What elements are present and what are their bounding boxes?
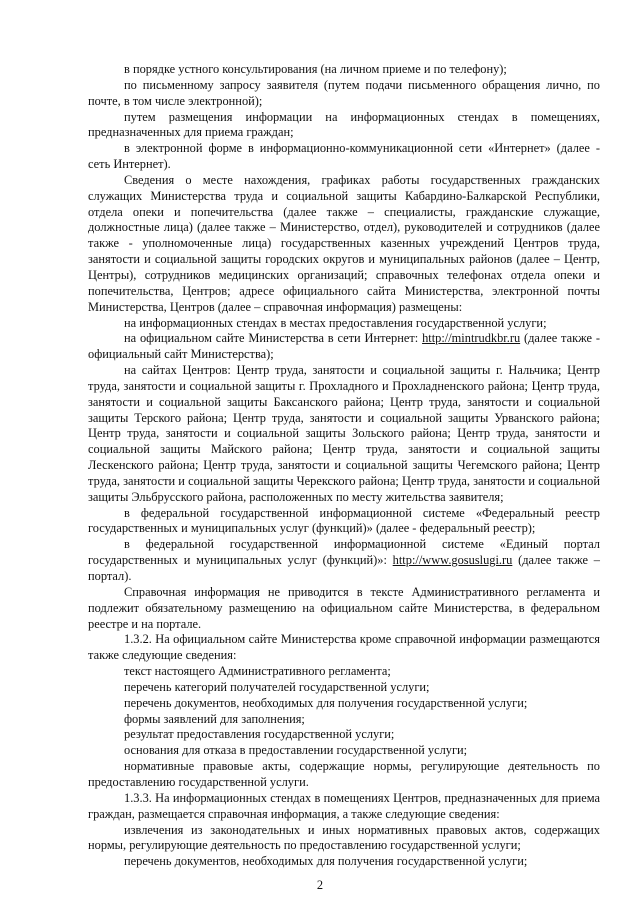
paragraph-reference-not-included: Справочная информация не приводится в тексте Административного регламента и подлежит обязательному размещению на официальном сайте Министерства, в федеральном реестре и на портале. bbox=[88, 584, 600, 631]
list-item-legislation-extracts: извлечения из законодательных и иных нормативных правовых актов, содержащих нормы, регулирующие деятельность по предоставлению государственной услуги; bbox=[88, 822, 600, 853]
paragraph-centers-sites: на сайтах Центров: Центр труда, занятости и социальной защиты г. Нальчика; Центр труда, занятости и социальной защиты г. Прохладного и Прохладненского района; Центр труда, занятости и социальной защиты Баксанского района; Центр труда, занятости и социальной защиты Терского района; Центр труда, занятости и социальной защиты Урванского района; Центр труда, занятости и социальной защиты Зольского района; Центр труда, занятости и социальной защиты Майского района; Центр труда, занятости и социальной защиты Лескенского района; Центр труда, занятости и социальной защиты Чегемского района; Центр труда, занятости и социальной защиты Черекского района; Центр труда, занятости и социальной защиты Эльбрусского района, расположенных по месту жительства заявителя; bbox=[88, 363, 600, 504]
paragraph-stands-location: на информационных стендах в местах предоставления государственной услуги; bbox=[124, 315, 547, 330]
list-item-application-forms: формы заявлений для заполнения; bbox=[124, 711, 305, 726]
portal-text-before: в федеральной государственной информационной системе «Единый портал государственных и муниципальных услуг (функций)»: bbox=[88, 537, 600, 568]
paragraph-portal bbox=[88, 537, 600, 585]
list-item-normative-acts: нормативные правовые акты, содержащие нормы, регулирующие деятельность по предоставлению государственной услуги. bbox=[88, 759, 600, 789]
page-number: 2 bbox=[316, 878, 324, 892]
paragraph-electronic-form: в электронной форме в информационно-коммуникационной сети «Интернет» (далее - сеть Интернет). bbox=[88, 141, 600, 172]
paragraph-reference-info: Сведения о месте нахождения, графиках работы государственных гражданских служащих Министерства труда и социальной защиты Кабардино-Балкарской Республики, отдела опеки и попечительства (далее также – специалисты, гражданские служащие, должностные лица) (далее также – Министерство, отдел), руководителей и сотрудников (далее также - уполномоченные лица) государственных казенных учреждений Центров труда, занятости и социальной защиты городских округов и муниципальных районов (далее – Центр, Центры), сотрудников медицинских организаций; справочных телефонах отдела опеки и попечительства, Центров; адресе официального сайта Министерства, электронной почты Министерства, Центров (далее – справочная информация) размещены: bbox=[88, 172, 600, 314]
paragraph-section-1-3-3: 1.3.3. На информационных стендах в помещениях Центров, предназначенных для приема граждан, размещается справочная информация, а также следующие сведения: bbox=[88, 790, 600, 821]
list-item-recipient-categories: перечень категорий получателей государственной услуги; bbox=[124, 679, 430, 694]
list-item-regulation-text: текст настоящего Административного регламента; bbox=[124, 664, 391, 679]
list-item-refusal-grounds: основания для отказа в предоставлении государственной услуги; bbox=[124, 743, 468, 758]
portal-text-after: (далее также – портал). bbox=[88, 553, 600, 583]
site-text-after: (далее также - официальный сайт Министерства); bbox=[88, 331, 601, 362]
list-item-documents-list: перечень документов, необходимых для получения государственной услуги; bbox=[124, 695, 528, 710]
paragraph-info-stands: путем размещения информации на информационных стендах в помещениях, предназначенных для приема граждан; bbox=[88, 109, 600, 140]
list-item-documents-list-2: перечень документов, необходимых для получения государственной услуги; bbox=[124, 854, 528, 869]
paragraph-oral-consultation: в порядке устного консультирования (на личном приеме и по телефону); bbox=[124, 62, 507, 76]
ministry-site-link[interactable]: http://mintrudkbr.ru bbox=[422, 331, 521, 346]
gosuslugi-link[interactable]: http://www.gosuslugi.ru bbox=[392, 553, 513, 568]
document-body bbox=[88, 62, 600, 870]
paragraph-federal-registry: в федеральной государственной информационной системе «Федеральный реестр государственных и муниципальных услуг (функций)» (далее - федеральный реестр); bbox=[88, 505, 600, 536]
paragraph-official-site bbox=[88, 331, 600, 363]
site-text-before: на официальном сайте Министерства в сети Интернет: bbox=[124, 331, 423, 346]
paragraph-written-request: по письменному запросу заявителя (путем подачи письменного обращения лично, по почте, в том числе электронной); bbox=[88, 77, 600, 108]
paragraph-section-1-3-2: 1.3.2. На официальном сайте Министерства кроме справочной информации размещаются также следующие сведения: bbox=[88, 632, 600, 663]
list-item-service-result: результат предоставления государственной услуги; bbox=[124, 727, 395, 742]
